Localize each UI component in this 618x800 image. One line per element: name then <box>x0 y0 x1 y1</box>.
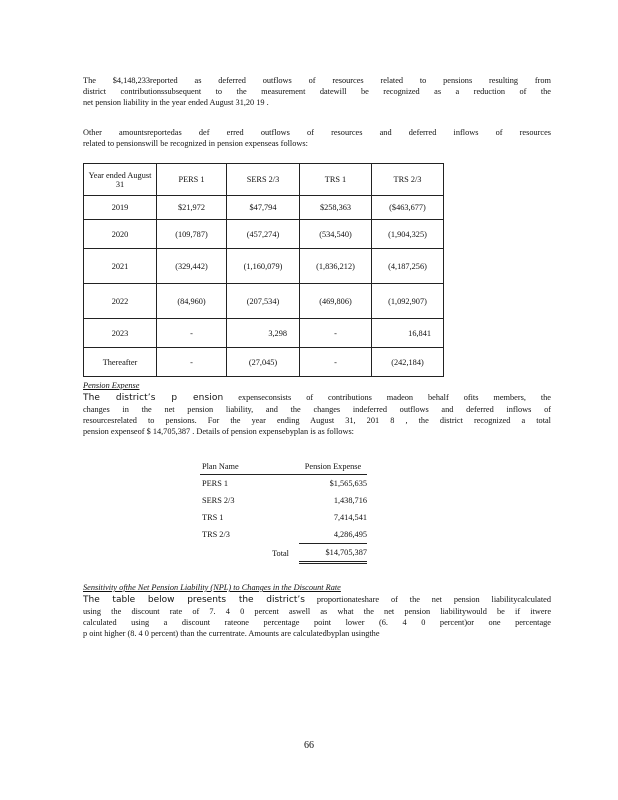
section-heading-sensitivity <box>83 583 341 592</box>
table-cell: 3,298 <box>227 319 300 348</box>
table-cell: 2023 <box>84 319 157 348</box>
table-cell: (1,836,212) <box>300 249 372 284</box>
table-row <box>84 319 444 348</box>
column-header: TRS 2/3 <box>372 164 444 196</box>
text-line: Other amountsreportedas def erred outflows of resources and deferred inflows of resources <box>83 128 551 137</box>
table-cell: (4,187,256) <box>372 249 444 284</box>
table-header-row <box>200 459 367 475</box>
table-cell: (27,045) <box>227 348 300 377</box>
heading-text: Sensitivity ofthe Net Pension Liability (NPL) to Changes in the Discount Rate <box>83 583 341 592</box>
text-line: calculated using a discount rateone percentage point lower (6. 4 0 percent)or one percentage <box>83 618 551 627</box>
page-number: 66 <box>304 740 314 751</box>
paragraph-pension-expense <box>83 392 551 437</box>
plan-amount: $1,565,635 <box>329 479 367 488</box>
pension-expense-by-plan-table <box>200 459 367 564</box>
table-row <box>84 220 444 249</box>
table-row <box>200 526 367 544</box>
table-row <box>200 475 367 493</box>
table-cell: (534,540) <box>300 220 372 249</box>
text-line <box>83 392 551 404</box>
text-rest: expenseconsists of contributions madeon behalf ofits members, the <box>223 393 551 402</box>
column-header: SERS 2/3 <box>227 164 300 196</box>
table-row <box>84 196 444 220</box>
table-cell: (329,442) <box>157 249 227 284</box>
total-label: Total <box>272 548 289 558</box>
text-line: resourcesrelated to pensions. For the year ending August 31, 201 8 , the district recognized a total <box>83 416 551 425</box>
column-header: Pension Expense <box>299 459 367 475</box>
deferred-amounts-table <box>83 163 444 377</box>
text-lead: The district’s p ension <box>83 393 224 403</box>
paragraph-other-amounts <box>83 127 551 149</box>
table-cell: Thereafter <box>84 348 157 377</box>
table-cell: - <box>300 319 372 348</box>
total-amount: $14,705,387 <box>299 544 367 563</box>
table-cell: - <box>157 319 227 348</box>
table-cell: (1,904,325) <box>372 220 444 249</box>
table-cell: (1,160,079) <box>227 249 300 284</box>
plan-name: SERS 2/3 <box>202 496 235 505</box>
plan-amount: 7,414,541 <box>333 513 367 522</box>
plan-name: TRS 1 <box>202 513 224 522</box>
text-line: net pension liability in the year ended August 31,20 19 . <box>83 98 269 107</box>
text-line: The $4,148,233reported as deferred outflows of resources related to pensions resulting from <box>83 76 551 85</box>
table-cell: 2021 <box>84 249 157 284</box>
column-header: TRS 1 <box>300 164 372 196</box>
column-header: Plan Name <box>200 459 299 475</box>
table-cell: (207,534) <box>227 284 300 319</box>
plan-name: TRS 2/3 <box>202 530 230 540</box>
paragraph-deferred-outflows <box>83 75 551 108</box>
table-cell: 2019 <box>84 196 157 220</box>
text-line: related to pensionswill be recognized in pension expenseas follows: <box>83 139 308 148</box>
plan-amount: 1,438,716 <box>333 496 367 505</box>
table-header-row <box>84 164 444 196</box>
plan-amount: 4,286,495 <box>299 526 367 544</box>
table-cell: (469,806) <box>300 284 372 319</box>
table-cell: (457,274) <box>227 220 300 249</box>
table-row <box>84 284 444 319</box>
table-cell: (84,960) <box>157 284 227 319</box>
text-rest: proportionateshare of the net pension liabilitycalculated <box>304 595 551 604</box>
table-cell: (109,787) <box>157 220 227 249</box>
text-line <box>83 594 551 606</box>
table-row <box>200 492 367 509</box>
table-cell: (1,092,907) <box>372 284 444 319</box>
text-lead: The table below presents the district’s <box>83 595 305 605</box>
table-cell: 16,841 <box>372 319 444 348</box>
section-heading-pension-expense: Pension Expense <box>83 381 140 390</box>
table-cell: - <box>157 348 227 377</box>
table-cell: 2022 <box>84 284 157 319</box>
text-line: pension expenseof $ 14,705,387 . Details of pension expensebyplan is as follows: <box>83 427 354 436</box>
table-row <box>84 249 444 284</box>
table-cell: - <box>300 348 372 377</box>
table-total-row <box>200 544 367 563</box>
text-line: using the discount rate of 7. 4 0 percent aswell as what the net pension liabilitywould be if itwere <box>83 607 551 616</box>
table-cell: $21,972 <box>157 196 227 220</box>
paragraph-sensitivity <box>83 594 551 639</box>
table-cell: $258,363 <box>300 196 372 220</box>
text-line: district contributionssubsequent to the measurement datewill be recognized as a reduction of the <box>83 87 551 96</box>
text-line: p oint higher (8. 4 0 percent) than the currentrate. Amounts are calculatedbyplan usingthe <box>83 629 380 638</box>
table-cell: 2020 <box>84 220 157 249</box>
plan-name: PERS 1 <box>202 479 229 488</box>
table-cell: $47,794 <box>227 196 300 220</box>
column-header: PERS 1 <box>157 164 227 196</box>
text-line: changes in the net pension liability, and the changes indeferred outflows and deferred inflows of <box>83 405 551 414</box>
table-row <box>84 348 444 377</box>
table-cell: ($463,677) <box>372 196 444 220</box>
table-cell: (242,184) <box>372 348 444 377</box>
table-row <box>200 509 367 526</box>
column-header: Year ended August 31 <box>84 164 157 196</box>
